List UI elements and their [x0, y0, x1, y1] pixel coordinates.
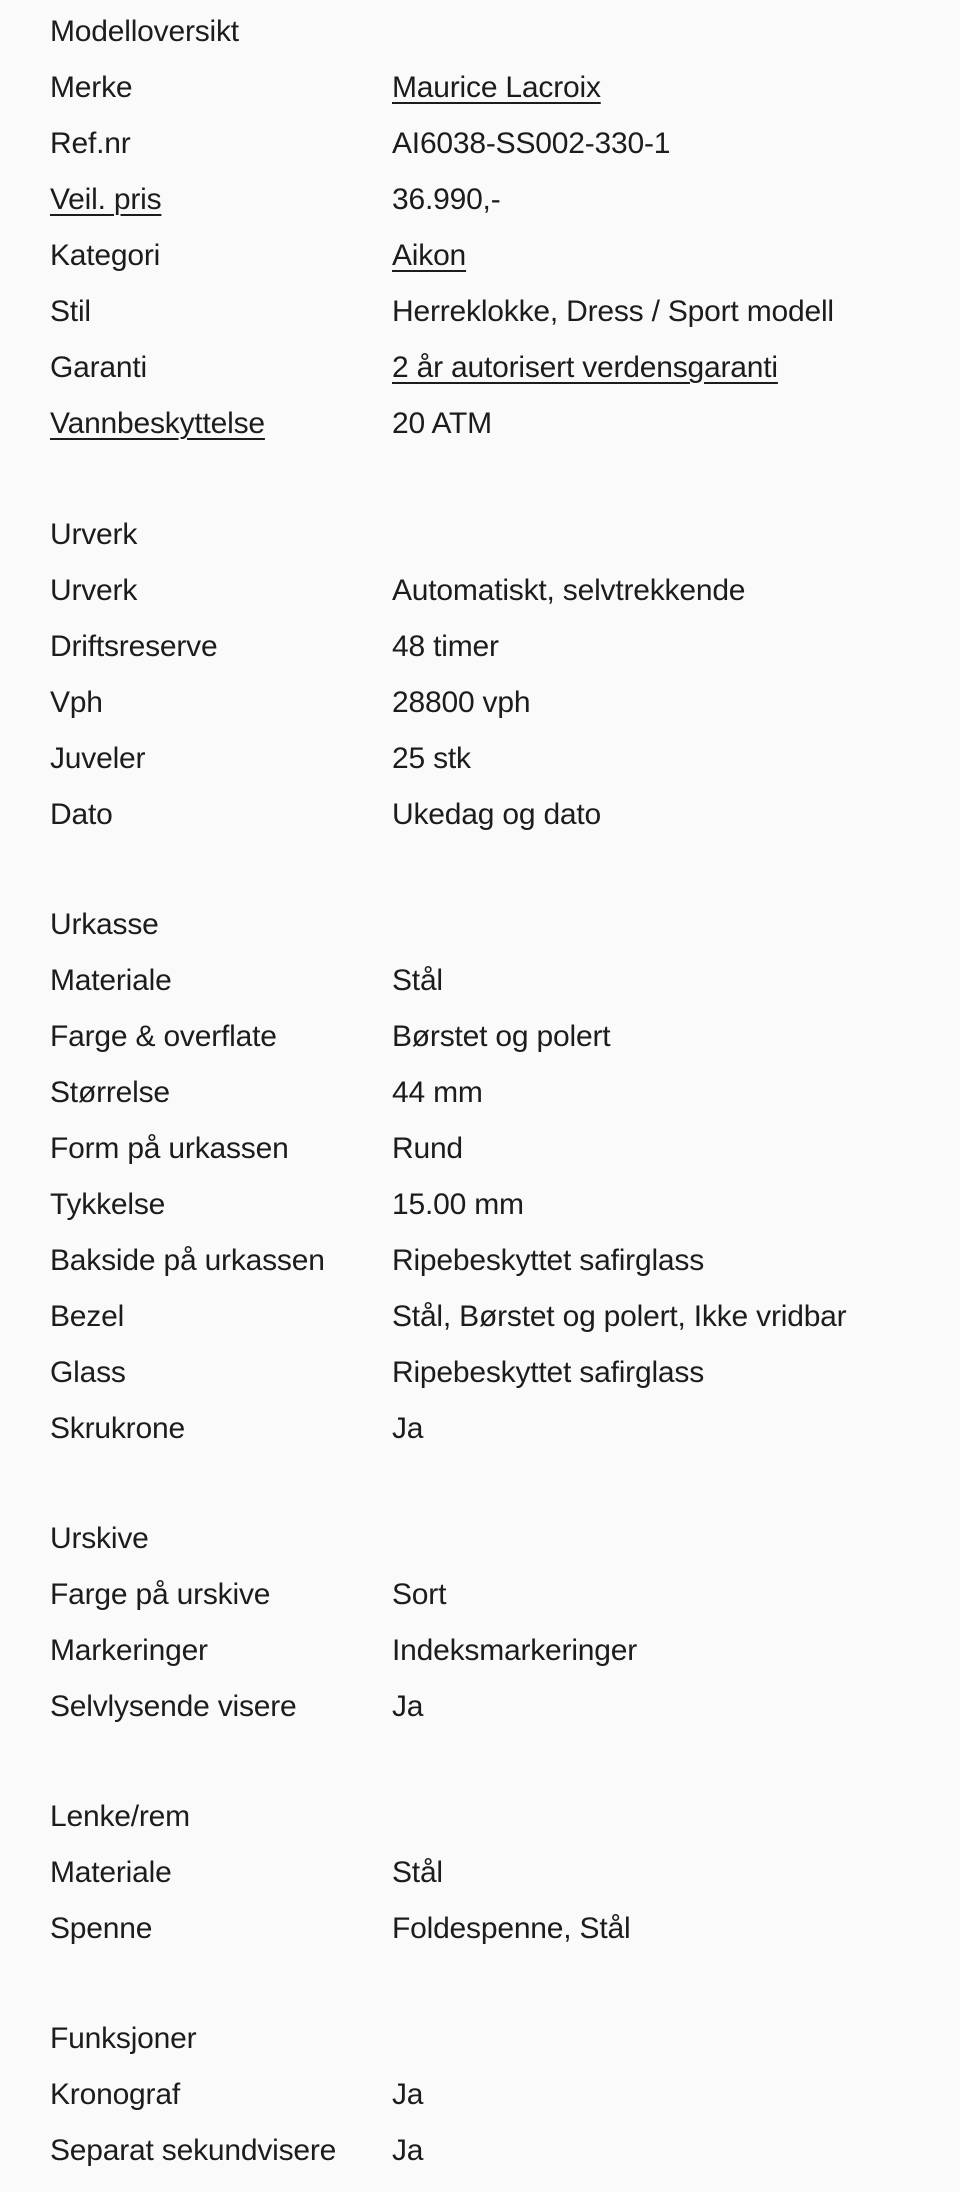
spec-label: Kategori: [50, 239, 161, 272]
spec-value: 20 ATM: [392, 407, 492, 440]
spec-value: 25 stk: [392, 742, 471, 775]
spec-value: Foldespenne, Stål: [392, 1912, 631, 1945]
spec-value: Stål: [392, 1856, 443, 1889]
section-title: Lenke/rem: [50, 1800, 190, 1833]
spec-row-driftsreserve: [50, 619, 910, 675]
spec-label: Selvlysende visere: [50, 1690, 297, 1723]
spec-label: Garanti: [50, 351, 147, 384]
spec-value: Automatiskt, selvtrekkende: [392, 574, 746, 607]
spec-value: Ja: [392, 2134, 424, 2167]
spec-value: Ukedag og dato: [392, 798, 602, 831]
spec-row-storrelse: [50, 1065, 910, 1121]
spec-row-spenne: [50, 1901, 910, 1957]
spec-label: Vph: [50, 686, 103, 719]
spec-value: 36.990,-: [392, 183, 501, 216]
spec-row-kategori: [50, 228, 910, 284]
section-title: Modelloversikt: [50, 15, 239, 48]
spec-label: Form på urkassen: [50, 1132, 289, 1165]
brand-link[interactable]: Maurice Lacroix: [392, 71, 601, 104]
price-info-link[interactable]: Veil. pris: [50, 183, 162, 216]
spec-label: Driftsreserve: [50, 630, 218, 663]
spec-row-merke: [50, 60, 910, 116]
spec-value: 44 mm: [392, 1076, 483, 1109]
spec-row-farge-overflate: [50, 1009, 910, 1065]
section-funksjoner: [50, 2011, 910, 2179]
spec-value: Ja: [392, 1690, 424, 1723]
spec-row-ref-nr: [50, 116, 910, 172]
spec-label: Materiale: [50, 964, 172, 997]
spec-row-bezel: [50, 1289, 910, 1345]
spec-value: Stål, Børstet og polert, Ikke vridbar: [392, 1300, 847, 1333]
spec-row-tykkelse: [50, 1177, 910, 1233]
spec-value: AI6038-SS002-330-1: [392, 127, 671, 160]
spec-row-urverk: [50, 563, 910, 619]
section-urkasse: [50, 897, 910, 1457]
spec-value: 28800 vph: [392, 686, 531, 719]
spec-value: Børstet og polert: [392, 1020, 611, 1053]
spec-value: Ripebeskyttet safirglass: [392, 1356, 705, 1389]
spec-row-vannbeskyttelse: [50, 396, 910, 452]
spec-label: Merke: [50, 71, 133, 104]
section-urskive: [50, 1511, 910, 1735]
spec-label: Skrukrone: [50, 1412, 185, 1445]
section-title: Funksjoner: [50, 2022, 197, 2055]
spec-label: Bakside på urkassen: [50, 1244, 325, 1277]
spec-row-materiale: [50, 953, 910, 1009]
spec-label: Bezel: [50, 1300, 125, 1333]
spec-label: Urverk: [50, 574, 138, 607]
spec-value: Stål: [392, 964, 443, 997]
spec-row-garanti: [50, 340, 910, 396]
spec-value: 48 timer: [392, 630, 499, 663]
section-title: Urskive: [50, 1522, 149, 1555]
warranty-link[interactable]: 2 år autorisert verdensgaranti: [392, 351, 778, 384]
spec-label: Glass: [50, 1356, 126, 1389]
spec-row-form: [50, 1121, 910, 1177]
spec-label: Størrelse: [50, 1076, 170, 1109]
spec-value: Ripebeskyttet safirglass: [392, 1244, 705, 1277]
spec-row-farge-urskive: [50, 1567, 910, 1623]
spec-label: Kronograf: [50, 2078, 180, 2111]
spec-label: Tykkelse: [50, 1188, 166, 1221]
spec-label: Materiale: [50, 1856, 172, 1889]
spec-row-bakside: [50, 1233, 910, 1289]
spec-value: Ja: [392, 1412, 424, 1445]
spec-row-juveler: [50, 731, 910, 787]
water-resistance-link[interactable]: Vannbeskyttelse: [50, 407, 265, 440]
spec-row-materiale: [50, 1845, 910, 1901]
spec-row-markeringer: [50, 1623, 910, 1679]
spec-value: Ja: [392, 2078, 424, 2111]
spec-label: Stil: [50, 295, 91, 328]
spec-value: Herreklokke, Dress / Sport modell: [392, 295, 834, 328]
spec-row-stil: [50, 284, 910, 340]
spec-label: Separat sekundvisere: [50, 2134, 337, 2167]
spec-label: Farge på urskive: [50, 1578, 271, 1611]
spec-value: Rund: [392, 1132, 463, 1165]
spec-row-vph: [50, 675, 910, 731]
section-title: Urverk: [50, 518, 138, 551]
spec-label: Juveler: [50, 742, 146, 775]
spec-row-skrukrone: [50, 1401, 910, 1457]
spec-value: 15.00 mm: [392, 1188, 524, 1221]
category-link[interactable]: Aikon: [392, 239, 467, 272]
spec-row-glass: [50, 1345, 910, 1401]
spec-label: Markeringer: [50, 1634, 208, 1667]
spec-row-dato: [50, 787, 910, 843]
spec-value: Sort: [392, 1578, 447, 1611]
spec-row-veil-pris: [50, 172, 910, 228]
section-urverk: [50, 507, 910, 843]
spec-label: Spenne: [50, 1912, 153, 1945]
section-title: Urkasse: [50, 908, 159, 941]
spec-label: Farge & overflate: [50, 1020, 277, 1053]
spec-row-selvlysende-visere: [50, 1679, 910, 1735]
spec-row-kronograf: [50, 2067, 910, 2123]
spec-row-separat-sekundvisere: [50, 2123, 910, 2179]
spec-label: Dato: [50, 798, 113, 831]
section-lenke-rem: [50, 1789, 910, 1957]
section-modelloversikt: [50, 4, 910, 452]
spec-value: Indeksmarkeringer: [392, 1634, 638, 1667]
spec-label: Ref.nr: [50, 127, 131, 160]
